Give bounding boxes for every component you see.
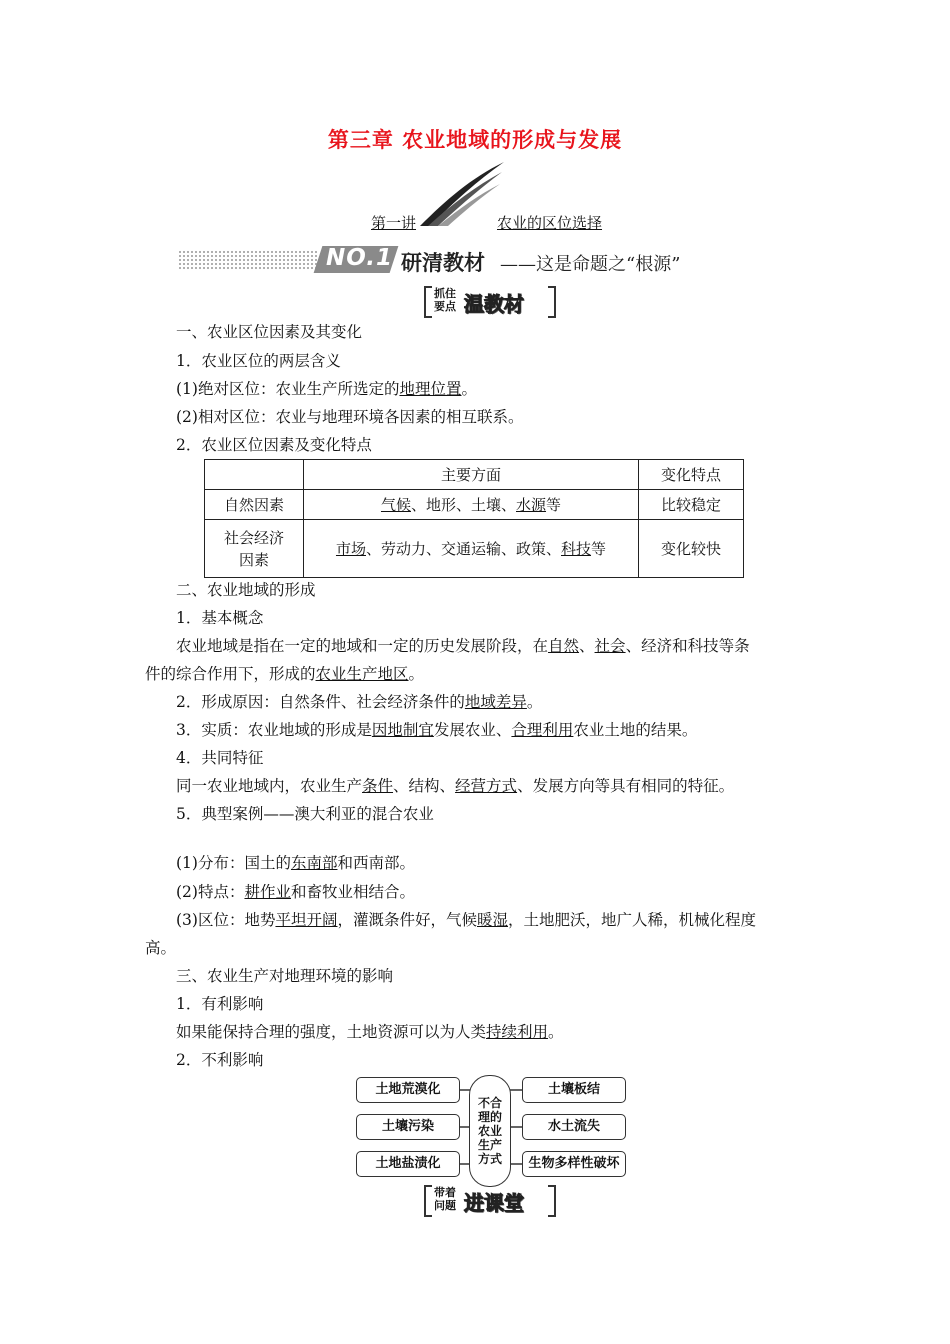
banner-dots bbox=[178, 250, 318, 270]
lecture-number: 第一讲 bbox=[371, 214, 417, 232]
diagram-left-box: 土地荒漠化 bbox=[356, 1077, 460, 1103]
table-cell: 市场、劳动力、交通运输、政策、科技等 bbox=[304, 520, 639, 578]
section2-location-line1: (3)区位：地势平坦开阔，灌溉条件好，气候暖湿，土地肥沃，地广人稀，机械化程度 bbox=[176, 911, 757, 929]
table-header: 变化特点 bbox=[639, 460, 744, 490]
table-row bbox=[205, 520, 744, 578]
section1-item1: 1．农业区位的两层含义 bbox=[176, 352, 341, 370]
diagram-center: 不合理的农业生产方式 bbox=[469, 1075, 511, 1187]
section2-item3: 3．实质：农业地域的形成是因地制宜发展农业、合理利用农业土地的结果。 bbox=[176, 721, 698, 739]
diagram-right-box: 生物多样性破坏 bbox=[522, 1151, 626, 1177]
diagram-left-box: 土地盐渍化 bbox=[356, 1151, 460, 1177]
section3-favorable: 如果能保持合理的强度，土地资源可以为人类持续利用。 bbox=[176, 1023, 564, 1041]
section2-definition-line1: 农业地域是指在一定的地域和一定的历史发展阶段，在自然、社会、经济和科技等条 bbox=[176, 637, 750, 655]
section1-absolute-location: (1)绝对区位：农业生产所选定的地理位置。 bbox=[176, 380, 477, 398]
table-cell: 社会经济 因素 bbox=[205, 520, 304, 578]
table-header: 主要方面 bbox=[304, 460, 639, 490]
section2-heading: 二、农业地域的形成 bbox=[176, 581, 316, 599]
section2-item2: 2．形成原因：自然条件、社会经济条件的地域差异。 bbox=[176, 693, 543, 711]
chapter-title: 第三章 农业地域的形成与发展 bbox=[327, 127, 623, 152]
diagram-left-box: 土壤污染 bbox=[356, 1114, 460, 1140]
banner-main: 研清教材 bbox=[401, 251, 485, 275]
factors-table bbox=[204, 459, 744, 578]
section2-distribution: (1)分布：国土的东南部和西南部。 bbox=[176, 854, 415, 872]
section2-item5: 5．典型案例——澳大利亚的混合农业 bbox=[176, 805, 434, 823]
section2-item1: 1．基本概念 bbox=[176, 609, 264, 627]
section2-definition-line2: 件的综合作用下，形成的农业生产地区。 bbox=[145, 665, 425, 683]
banner-sub: ——这是命题之“根源” bbox=[500, 254, 681, 275]
table-cell: 自然因素 bbox=[205, 490, 304, 520]
table-header-row bbox=[205, 460, 744, 490]
table-cell: 变化较快 bbox=[639, 520, 744, 578]
table-cell: 比较稳定 bbox=[639, 490, 744, 520]
section1-item2: 2．农业区位因素及变化特点 bbox=[176, 436, 372, 454]
table-cell: 气候、地形、土壤、水源等 bbox=[304, 490, 639, 520]
swoosh-decoration bbox=[416, 160, 506, 230]
section2-location-line2: 高。 bbox=[145, 939, 177, 957]
section3-item2: 2．不利影响 bbox=[176, 1051, 264, 1069]
section1-heading: 一、农业区位因素及其变化 bbox=[176, 323, 363, 341]
section2-item4: 4．共同特征 bbox=[176, 749, 264, 767]
section3-heading: 三、农业生产对地理环境的影响 bbox=[176, 967, 394, 985]
section2-features: 同一农业地域内，农业生产条件、结构、经营方式、发展方向等具有相同的特征。 bbox=[176, 777, 735, 795]
lecture-title: 农业的区位选择 bbox=[497, 214, 603, 232]
section2-characteristics: (2)特点：耕作业和畜牧业相结合。 bbox=[176, 883, 415, 901]
section3-item1: 1．有利影响 bbox=[176, 995, 264, 1013]
diagram-right-box: 水土流失 bbox=[522, 1114, 626, 1140]
tag-enter-classroom: 带着 问题 进课堂 bbox=[424, 1185, 556, 1215]
tag-review-textbook: 抓住 要点 温教材 bbox=[424, 286, 556, 316]
table-row bbox=[205, 490, 744, 520]
diagram-right-box: 土壤板结 bbox=[522, 1077, 626, 1103]
section1-relative-location: (2)相对区位：农业与地理环境各因素的相互联系。 bbox=[176, 408, 524, 426]
banner-badge: NO.1 bbox=[326, 245, 394, 271]
